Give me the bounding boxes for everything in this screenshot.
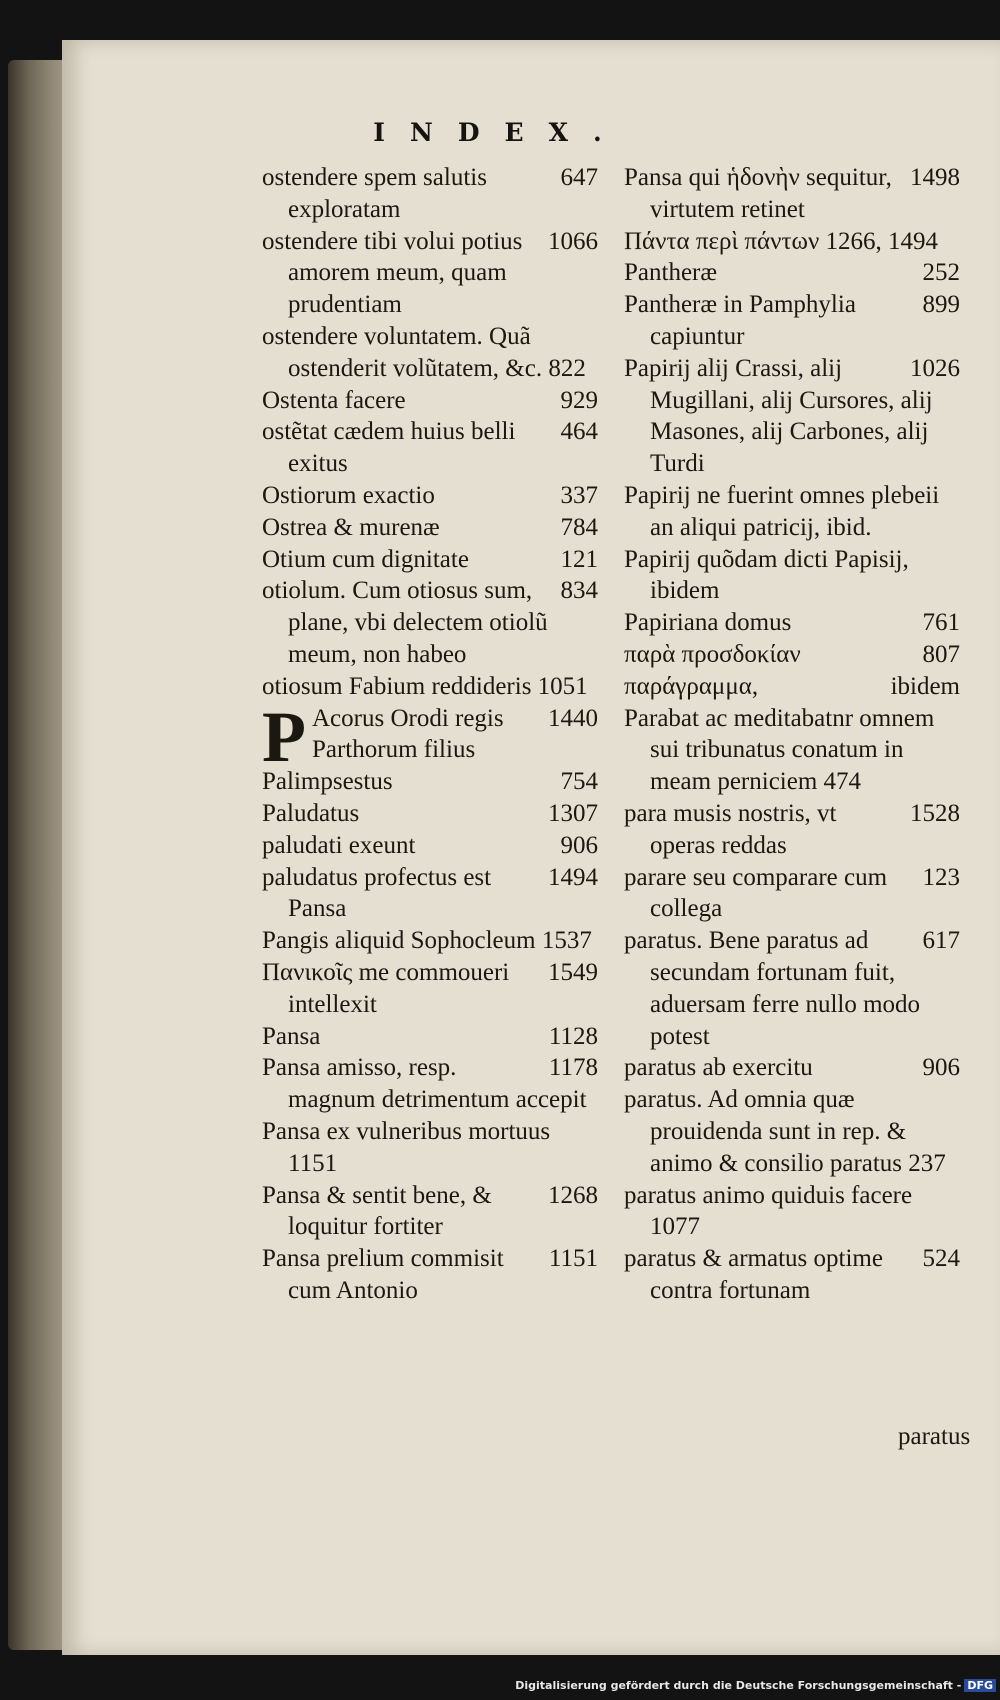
entry-term: Ostenta facere	[262, 386, 406, 414]
index-entry	[262, 862, 598, 926]
entry-term: para musis nostris, vt operas reddas	[624, 799, 837, 859]
index-entry	[624, 1180, 960, 1244]
index-entry	[624, 925, 960, 1052]
index-entry	[262, 1180, 598, 1244]
entry-term: Pansa prelium commisit cum Antonio	[262, 1245, 504, 1304]
page-reference: 1494	[548, 863, 598, 891]
page-reference: 761	[922, 609, 960, 637]
page-reference: 1066	[548, 227, 598, 255]
entry-term: Pansa qui ἡδονὴν sequitur, virtutem retinet	[624, 164, 892, 223]
page-reference: ibidem	[890, 672, 960, 700]
entry-term: Pansa	[262, 1022, 321, 1050]
index-entry	[624, 353, 960, 480]
index-entry	[624, 544, 960, 608]
entry-term: Pansa & sentit bene, & loquitur fortiter	[262, 1181, 492, 1241]
entry-term: Pansa amisso, resp. magnum detrimentum accepit	[262, 1054, 587, 1114]
page-reference: 1549	[548, 958, 598, 986]
entry-term: otiolum. Cum otiosus sum, plane, vbi delectem otiolũ meum, non habeo	[262, 577, 548, 668]
index-entry	[262, 1116, 598, 1180]
index-entry	[624, 1243, 960, 1307]
page-reference: 337	[560, 481, 598, 509]
index-entry	[624, 162, 960, 226]
entry-term: otiosum Fabium reddideris 1051	[262, 672, 588, 700]
entry-term: Palimpsestus	[262, 768, 393, 796]
page-reference: 1026	[910, 354, 960, 382]
entry-term: Papirij alij Crassi, alij Mugillani, alij Cursores, alij Masones, alij Carbones, alij Turdi	[624, 354, 933, 478]
page-reference: 524	[922, 1245, 960, 1273]
digitization-credit	[515, 1679, 996, 1692]
page-reference: 121	[560, 545, 598, 573]
page-reference: 1268	[548, 1181, 598, 1209]
entry-term: ostendere voluntatem. Quã ostenderit volũtatem, &c. 822	[262, 322, 586, 382]
page-reference: 1128	[548, 1022, 598, 1050]
index-entry	[262, 226, 598, 321]
index-entry	[262, 416, 598, 480]
index-entry	[624, 289, 960, 353]
entry-term: παρὰ προσδοκίαν	[624, 640, 801, 668]
index-entry	[624, 257, 960, 289]
entry-term: paratus ab exercitu	[624, 1054, 813, 1082]
entry-term: Ostiorum exactio	[262, 481, 435, 509]
book-edge	[8, 60, 68, 1650]
page-reference: 906	[922, 1054, 960, 1082]
dfg-logo: DFG	[964, 1679, 996, 1692]
page-reference: 1307	[548, 799, 598, 827]
index-column-left	[262, 162, 598, 1307]
page-reference: 1528	[910, 799, 960, 827]
page-reference: 252	[922, 259, 960, 287]
index-entry	[262, 1243, 598, 1307]
entry-term: Pansa ex vulneribus mortuus 1151	[262, 1117, 551, 1177]
entry-term: paratus. Ad omnia quæ prouidenda sunt in rep. & animo & consilio paratus 237	[624, 1086, 946, 1177]
entry-term: Pantheræ in Pamphylia capiuntur	[624, 291, 856, 350]
page-reference: 123	[922, 863, 960, 891]
index-entry	[262, 671, 598, 703]
index-entry	[262, 957, 598, 1021]
index-entry	[624, 1084, 960, 1179]
index-entry	[262, 830, 598, 862]
entry-term: Papirij quõdam dicti Papisij, ibidem	[624, 545, 909, 605]
page-reference: 1440	[548, 704, 598, 732]
entry-term: παράγραμμα,	[624, 672, 759, 700]
index-entry	[262, 480, 598, 512]
index-entry	[262, 385, 598, 417]
entry-term: paludatus profectus est Pansa	[262, 863, 492, 923]
entry-term: parare seu comparare cum collega	[624, 863, 888, 923]
entry-term: Otium cum dignitate	[262, 545, 469, 573]
page-reference: 807	[922, 640, 960, 668]
entry-term: Acorus Orodi regis Parthorum filius	[311, 704, 504, 764]
page-reference: 899	[922, 291, 960, 319]
entry-term: Ostrea & murenæ	[262, 513, 440, 541]
entry-term: Paludatus	[262, 799, 360, 827]
index-entry	[624, 639, 960, 671]
index-entry	[262, 512, 598, 544]
catchword: paratus	[898, 1423, 971, 1450]
index-entry	[262, 321, 598, 385]
page-reference: 754	[560, 768, 598, 796]
entry-term: paludati exeunt	[262, 831, 416, 859]
index-entry	[262, 162, 598, 226]
index-entry	[624, 798, 960, 862]
entry-term: Papiriana domus	[624, 609, 792, 637]
entry-term: ostendere spem salutis exploratam	[262, 164, 487, 223]
index-entry	[262, 696, 598, 777]
page-reference: 906	[560, 831, 598, 859]
entry-term: Parabat ac meditabatnr omnem sui tribunatus conatum in meam perniciem 474	[624, 704, 935, 796]
index-entry	[624, 480, 960, 544]
credit-text: Digitalisierung gefördert durch die Deutsche Forschungsgemeinschaft -	[515, 1679, 962, 1692]
index-entry	[624, 862, 960, 926]
index-entry	[624, 703, 960, 798]
page-reference: 834	[560, 577, 598, 605]
entry-term: paratus animo quiduis facere 1077	[624, 1181, 913, 1241]
entry-term: paratus & armatus optime contra fortunam	[624, 1245, 883, 1304]
index-entry	[624, 226, 960, 258]
page-reference: 1151	[548, 1245, 598, 1273]
page-reference: 929	[560, 386, 598, 414]
entry-term: ostendere tibi volui potius amorem meum, quam prudentiam	[262, 227, 523, 319]
page-reference: 617	[922, 927, 960, 955]
index-entry	[262, 925, 598, 957]
entry-term: Pangis aliquid Sophocleum 1537	[262, 927, 592, 955]
entry-term: ostẽtat cædem huius belli exitus	[262, 418, 516, 478]
page-reference: 647	[560, 164, 598, 191]
entry-term: Pantheræ	[624, 259, 718, 287]
index-column-right	[624, 162, 960, 1307]
entry-term: paratus. Bene paratus ad secundam fortunam fuit, aduersam ferre nullo modo potest	[624, 927, 921, 1050]
index-entry	[262, 766, 598, 798]
page-reference: 1498	[910, 164, 960, 191]
index-entry	[262, 798, 598, 830]
page-reference: 784	[560, 513, 598, 541]
index-entry	[262, 575, 598, 670]
index-entry	[624, 1052, 960, 1084]
entry-term: Papirij ne fuerint omnes plebeii an aliqui patricij, ibid.	[624, 481, 940, 541]
entry-term: Πάντα περὶ πάντων 1266, 1494	[624, 227, 939, 255]
page-reference: 1178	[548, 1054, 598, 1082]
drop-cap: P	[262, 696, 306, 777]
entry-term: Πανικοῖς me commoueri intellexit	[262, 958, 510, 1018]
page-reference: 464	[560, 418, 598, 446]
index-entry	[262, 544, 598, 576]
index-entry	[262, 1021, 598, 1053]
index-entry	[262, 1052, 598, 1116]
index-entry	[624, 607, 960, 639]
index-entry	[624, 671, 960, 703]
running-head: INDEX.	[373, 118, 627, 147]
